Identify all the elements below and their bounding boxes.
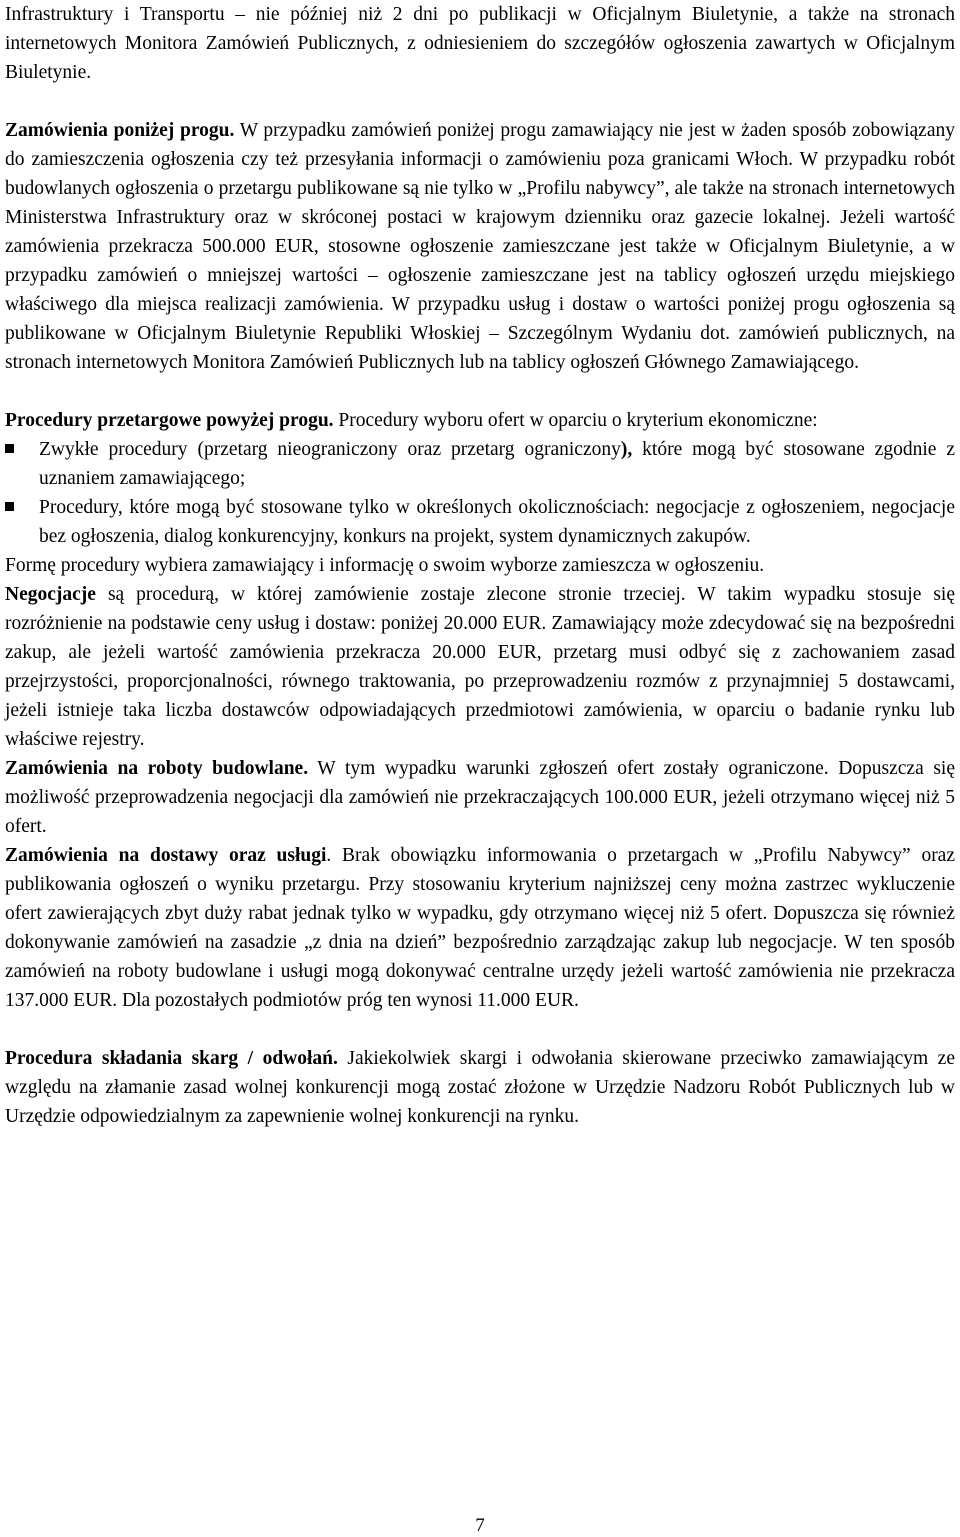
complaints-heading: Procedura składania skarg / odwołań. <box>5 1048 338 1069</box>
supplies-heading: Zamówienia na dostawy oraz usługi <box>5 845 327 866</box>
form-note-paragraph: Formę procedury wybiera zamawiający i informację o swoim wyborze zamieszcza w ogłoszeniu. <box>5 555 765 576</box>
list-item <box>5 435 955 493</box>
square-bullet-icon <box>5 502 14 511</box>
negotiations-body: są procedurą, w której zamówienie zostaje zlecone stronie trzeciej. W takim wypadku stosuje się rozróżnienie na podstawie ceny usług i dostaw: poniżej 20.000 EUR. Zamawiający może zdecydować się na bezpośredni zakup, ale jeżeli wartość zamówienia przekracza 20.000 EUR, przetarg musi odbyć się z zachowaniem zasad przejrzystości, proporcjonalności, równego traktowania, po przeprowadzeniu rozmów z przynajmniej 5 dostawcami, jeżeli istnieje taka liczba dostawców odpowiadających przedmiotowi zamówienia, w oparciu o badanie rynku lub właściwe rejestry. <box>5 584 955 750</box>
list-item-text: które mogą być stosowane zgodnie z uznaniem zamawiającego; <box>39 439 955 489</box>
supplies-paragraph <box>5 841 955 1015</box>
square-bullet-icon <box>5 444 14 453</box>
negotiations-paragraph <box>5 580 955 754</box>
list-item-text: Procedury, które mogą być stosowane tylko w określonych okolicznościach: negocjacje z ogłoszeniem, negocjacje bez ogłoszenia, dialog konkurencyjny, konkurs na projekt, system dynamicznych zakupów. <box>39 497 955 547</box>
procedure-list <box>5 435 955 551</box>
below-threshold-heading: Zamówienia poniżej progu. <box>5 120 235 141</box>
below-threshold-body: W przypadku zamówień poniżej progu zamawiający nie jest w żaden sposób zobowiązany do zamieszczenia ogłoszenia czy też przesyłania informacji o zamówieniu poza granicami Włoch. W przypadku robót budowlanych ogłoszenia o przetargu publikowane są nie tylko w „Profilu nabywcy”, ale także na stronach internetowych Ministerstwa Infrastruktury oraz w skróconej postaci w krajowym dzienniku oraz gazecie lokalnej. Jeżeli wartość zamówienia przekracza 500.000 EUR, stosowne ogłoszenie zamieszczane jest także w Oficjalnym Biuletynie, a w przypadku zamówień o mniejszej wartości – ogłoszenie zamieszczane jest na tablicy ogłoszeń urzędu miejskiego właściwego dla miejsca realizacji zamówienia. W przypadku usług i dostaw o wartości poniżej progu ogłoszenia są publikowane w Oficjalnym Biuletynie Republiki Włoskiej – Szczególnym Wydaniu dot. zamówień publicznych, na stronach internetowych Monitora Zamówień Publicznych lub na tablicy ogłoszeń Głównego Zamawiającego. <box>5 120 955 373</box>
construction-body: W tym wypadku warunki zgłoszeń ofert zostały ograniczone. Dopuszcza się możliwość przeprowadzenia negocjacji dla zamówień nie przekraczających 100.000 EUR, jeżeli otrzymano więcej niż 5 ofert. <box>5 758 955 837</box>
list-item <box>5 493 955 551</box>
above-threshold-body: Procedury wyboru ofert w oparciu o kryterium ekonomiczne: <box>333 410 818 431</box>
above-threshold-heading: Procedury przetargowe powyżej progu. <box>5 410 334 431</box>
complaints-body: Jakiekolwiek skargi i odwołania skierowane przeciwko zamawiającym ze względu na złamanie zasad wolnej konkurencji mogą zostać złożone w Urzędzie Nadzoru Robót Publicznych lub w Urzędzie odpowiedzialnym za zapewnienie wolnej konkurencji na rynku. <box>5 1048 955 1127</box>
intro-paragraph: Infrastruktury i Transportu – nie później niż 2 dni po publikacji w Oficjalnym Biuletynie, a także na stronach internetowych Monitora Zamówień Publicznych, z odniesieniem do szczegółów ogłoszenia zawartych w Oficjalnym Biuletynie. <box>5 4 955 83</box>
supplies-body: . Brak obowiązku informowania o przetargach w „Profilu Nabywcy” oraz publikowania ogłoszeń o wyniku przetargu. Przy stosowaniu kryterium najniższej ceny można zastrzec wykluczenie ofert zawierających zbyt duży rabat jednak tylko w wypadku, gdy otrzymano więcej niż 5 ofert. Dopuszcza się również dokonywanie zamówień na zasadzie „z dnia na dzień” bezpośrednio zarządzając zakup lub negocjacje. W ten sposób zamówień na roboty budowlane i usługi mogą dokonywać centralne urzędy jeżeli wartość zamówienia nie przekracza 137.000 EUR. Dla pozostałych podmiotów próg ten wynosi 11.000 EUR. <box>5 845 955 1011</box>
complaints-paragraph <box>5 1044 955 1131</box>
page-number: 7 <box>475 1515 485 1536</box>
document-page <box>5 0 955 1131</box>
construction-paragraph <box>5 754 955 841</box>
construction-heading: Zamówienia na roboty budowlane. <box>5 758 309 779</box>
negotiations-heading: Negocjacje <box>5 584 96 605</box>
below-threshold-paragraph <box>5 116 955 377</box>
above-threshold-paragraph <box>5 406 955 435</box>
list-item-text: Zwykłe procedury (przetarg nieograniczony oraz przetarg ograniczony <box>39 439 621 460</box>
list-item-bold-text: ), <box>620 439 633 460</box>
